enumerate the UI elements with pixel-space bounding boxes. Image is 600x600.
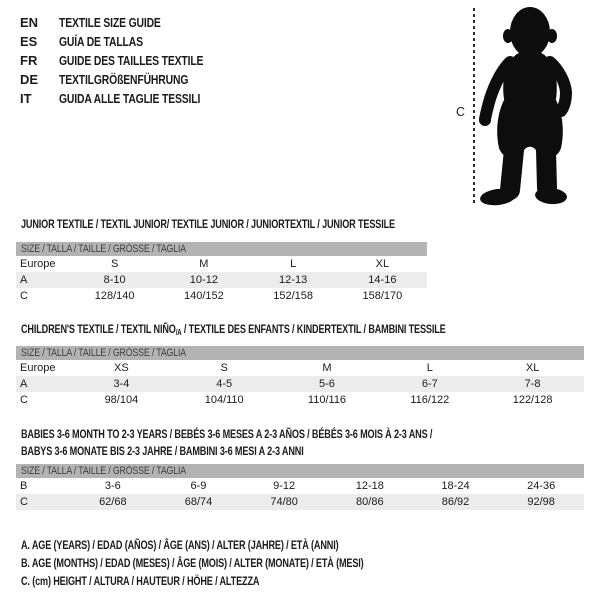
months-cell: 6-9 — [190, 480, 207, 492]
size-cell: S — [220, 362, 228, 374]
lang-title: TEXTILGRÖßENFÜHRUNG — [59, 72, 189, 87]
lang-row-it — [20, 89, 239, 108]
size-cell: XS — [114, 362, 129, 374]
age-cell: 8-10 — [103, 274, 126, 286]
table-row-age — [16, 376, 584, 392]
age-cell: 4-5 — [216, 378, 233, 390]
row-label: C — [20, 290, 28, 302]
height-cell: 86/92 — [441, 496, 470, 508]
children-title-main: CHILDREN'S TEXTILE / TEXTIL NIÑO — [21, 322, 176, 336]
lang-code: FR — [20, 53, 38, 68]
height-cell: 104/110 — [204, 394, 244, 406]
table-header-bar — [16, 242, 427, 256]
size-cell: S — [110, 258, 119, 270]
row-label: A — [20, 274, 28, 286]
height-cell: 98/104 — [104, 394, 139, 406]
table-header-label: SIZE / TALLA / TAILLE / GRÖSSE / TAGLIA — [21, 465, 186, 477]
language-title-list — [20, 13, 239, 108]
babies-title-line2: BABYS 3-6 MONATE BIS 2-3 JAHRE / BAMBINI 3-6 MESI A 2-3 ANNI — [21, 444, 304, 458]
lang-code: DE — [20, 72, 39, 87]
babies-table-title — [21, 426, 432, 460]
age-cell: 3-4 — [113, 378, 130, 390]
size-cell: M — [199, 258, 209, 270]
children-table-title — [21, 321, 446, 341]
months-cell: 24-36 — [527, 480, 556, 492]
children-title-rest: / TEXTILE DES ENFANTS / KINDERTEXTIL / BAMBINI TESSILE — [181, 322, 446, 336]
table-header-label: SIZE / TALLA / TAILLE / GRÖSSE / TAGLIA — [21, 347, 186, 359]
lang-code: IT — [20, 91, 32, 106]
legend-line-b: B. AGE (MONTHS) / EDAD (MESES) / ÂGE (MOIS) / ALTER (MONATE) / ETÀ (MESI) — [21, 556, 364, 570]
months-cell: 9-12 — [273, 480, 296, 492]
table-row-europe — [16, 256, 427, 272]
size-cell: XL — [525, 362, 540, 374]
babies-size-table — [16, 464, 584, 510]
age-cell: 7-8 — [524, 378, 541, 390]
height-cell: 158/170 — [362, 290, 403, 302]
row-label: Europe — [20, 258, 56, 270]
legend-line-c: C. (cm) HEIGHT / ALTURA / HAUTEUR / HÖHE / ALTEZZA — [21, 574, 260, 588]
junior-size-table — [16, 242, 427, 304]
months-cell: 3-6 — [104, 480, 121, 492]
lang-code: EN — [20, 15, 39, 30]
table-header-bar — [16, 346, 584, 360]
table-row-height — [16, 494, 584, 510]
height-cell: 128/140 — [94, 290, 135, 302]
height-cell: 74/80 — [270, 496, 298, 508]
height-cell: 68/74 — [184, 496, 213, 508]
legend-line-a: A. AGE (YEARS) / EDAD (AÑOS) / ÂGE (ANS) / ALTER (JAHRE) / ETÀ (ANNI) — [21, 538, 339, 552]
lang-row-es — [20, 32, 239, 51]
row-label: B — [20, 480, 28, 492]
table-header-label: SIZE / TALLA / TAILLE / GRÖSSE / TAGLIA — [21, 243, 186, 255]
lang-row-en — [20, 13, 239, 32]
height-cell: 110/116 — [307, 394, 347, 406]
babies-title-line1: BABIES 3-6 MONTH TO 2-3 YEARS / BEBÉS 3-6 MESES A 2-3 AÑOS / BÉBÉS 3-6 MOIS À 2-3 ANS / — [21, 427, 433, 441]
lang-title: GUIDA ALLE TAGLIE TESSILI — [59, 91, 201, 106]
table-row-europe — [16, 360, 584, 376]
baby-toddler-silhouette-icon — [460, 2, 600, 214]
size-cell: XL — [375, 258, 390, 270]
months-cell: 12-18 — [355, 480, 384, 492]
height-cell: 80/86 — [356, 496, 384, 508]
age-cell: 6-7 — [421, 378, 438, 390]
height-cell: 152/158 — [273, 290, 313, 302]
age-cell: 5-6 — [319, 378, 335, 390]
lang-code: ES — [20, 34, 38, 49]
children-size-table — [16, 346, 584, 408]
height-cell: 116/122 — [410, 394, 450, 406]
legend — [21, 536, 364, 590]
age-cell: 12-13 — [279, 274, 308, 286]
children-title-sub: /A — [175, 328, 182, 337]
height-cell: 62/68 — [99, 496, 127, 508]
months-cell: 18-24 — [441, 480, 470, 492]
lang-title: GUÍA DE TALLAS — [59, 34, 143, 49]
height-cell: 140/152 — [183, 290, 224, 302]
size-cell: L — [290, 258, 297, 270]
size-cell: M — [322, 362, 332, 374]
row-label: C — [20, 496, 28, 508]
table-row-height — [16, 392, 584, 408]
height-cell: 122/128 — [512, 394, 553, 406]
lang-title: TEXTILE SIZE GUIDE — [59, 15, 161, 30]
lang-row-fr — [20, 51, 239, 70]
table-row-height — [16, 288, 427, 304]
row-label: A — [20, 378, 28, 390]
age-cell: 10-12 — [189, 274, 218, 286]
table-row-age — [16, 272, 427, 288]
row-label: Europe — [20, 362, 56, 374]
size-cell: L — [426, 362, 433, 374]
age-cell: 14-16 — [368, 274, 397, 286]
lang-title: GUIDE DES TAILLES TEXTILE — [59, 53, 204, 68]
height-cell: 92/98 — [527, 496, 555, 508]
table-header-bar — [16, 464, 584, 478]
row-label: C — [20, 394, 28, 406]
table-row-months — [16, 478, 584, 494]
height-measure-label: C — [456, 105, 466, 119]
lang-row-de — [20, 70, 239, 89]
junior-table-title: JUNIOR TEXTILE / TEXTIL JUNIOR/ TEXTILE JUNIOR / JUNIORTEXTIL / JUNIOR TESSILE — [21, 217, 395, 231]
